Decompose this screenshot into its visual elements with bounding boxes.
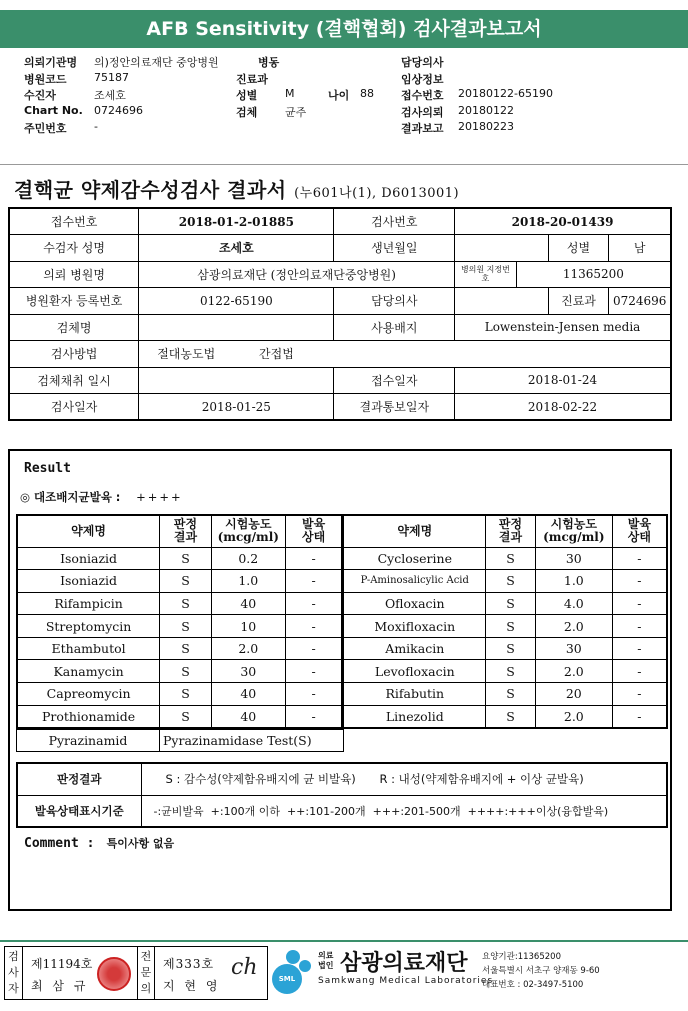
col-growth [285, 515, 343, 547]
legend-judgement-r: R : 내성(약제함유배지에 + 이상 균발육) [379, 772, 584, 787]
col-conc-1: 시험농도 [550, 517, 597, 532]
growth-status: - [285, 570, 343, 593]
drug-name: Prothionamide [17, 705, 160, 728]
drug-name: Levofloxacin [343, 660, 486, 683]
summary-table [8, 207, 672, 421]
summary-label: 검사번호 [334, 208, 455, 235]
drug-table [16, 514, 668, 729]
judgement: S [160, 547, 212, 570]
summary-label: 검사방법 [9, 341, 139, 368]
examiner-vertical-label: 검사자 [5, 947, 23, 999]
report-title-text: 결핵균 약제감수성검사 결과서 [14, 178, 287, 202]
sml-logo-text: SML [272, 964, 302, 994]
legend-judgement-label: 판정결과 [17, 763, 141, 795]
summary-method-2: 간접법 [259, 347, 294, 362]
drug-row [17, 592, 667, 615]
receipt-no-value: 20180122-65190 [458, 87, 553, 100]
concentration: 1.0 [535, 570, 612, 593]
summary-label: 사용배지 [334, 314, 455, 341]
drug-row [17, 547, 667, 570]
concentration: 40 [211, 683, 285, 706]
name-label: 수진자 [24, 89, 56, 102]
org-contact [482, 950, 600, 992]
summary-label: 수검자 성명 [9, 235, 139, 262]
drug-name: Amikacin [343, 637, 486, 660]
summary-label: 성별 [548, 235, 609, 262]
summary-label: 병원환자 등록번호 [9, 288, 139, 315]
judgement: S [486, 547, 536, 570]
summary-label: 진료과 [548, 288, 609, 315]
drug-name: Rifampicin [17, 592, 160, 615]
col-drug: 약제명 [17, 515, 160, 547]
concentration: 20 [535, 683, 612, 706]
judgement: S [160, 705, 212, 728]
examiner-license: 제11194호 [31, 957, 93, 971]
summary-label: 접수번호 [9, 208, 139, 235]
hospital-value: 의)정안의료재단 중앙병원 [94, 56, 219, 69]
summary-patient-name: 조세호 [139, 235, 334, 262]
chart-no-value: 0724696 [94, 103, 143, 117]
drug-row [17, 683, 667, 706]
org-english: Samkwang Medical Laboratories [318, 976, 494, 986]
summary-label: 검체채취 일시 [9, 367, 139, 394]
org-phone: 대표번호 : 02-3497-5100 [482, 980, 584, 990]
judgement: S [486, 683, 536, 706]
request-date-label: 검사의뢰 [401, 105, 444, 119]
official-seal [97, 957, 131, 991]
growth-status: - [612, 592, 667, 615]
drug-row [17, 660, 667, 683]
patient-info [24, 54, 684, 137]
summary-patient-reg: 0122-65190 [139, 288, 334, 315]
summary-label: 검체명 [9, 314, 139, 341]
growth-status: - [285, 615, 343, 638]
comment [24, 835, 174, 851]
control-growth [20, 489, 183, 505]
growth-status: - [285, 592, 343, 615]
summary-label: 검사일자 [9, 394, 139, 421]
concentration: 2.0 [535, 705, 612, 728]
legend-table [16, 762, 668, 828]
growth-status: - [285, 705, 343, 728]
concentration: 2.0 [535, 615, 612, 638]
resident-no-label: 주민번호 [24, 122, 67, 135]
institution-code: 요양기관:11365200 [482, 952, 561, 962]
col-growth [612, 515, 667, 547]
concentration: 4.0 [535, 592, 612, 615]
org-name: 삼광의료재단 [340, 951, 468, 976]
summary-notified: 2018-02-22 [455, 394, 671, 421]
specialist-license: 제333호 [163, 957, 215, 971]
pyrazinamide-row [16, 729, 344, 752]
summary-dob [455, 235, 549, 262]
judgement: S [160, 660, 212, 683]
col-conc-2: (mcg/ml) [543, 530, 605, 545]
concentration: 40 [211, 592, 285, 615]
col-conc-1: 시험농도 [225, 517, 272, 532]
drug-name: Ethambutol [17, 637, 160, 660]
age-label: 나이 [328, 89, 350, 102]
drug-name: Rifabutin [343, 683, 486, 706]
concentration: 30 [535, 547, 612, 570]
drug-name: Streptomycin [17, 615, 160, 638]
org-logo-block [272, 946, 682, 1000]
drug-name: Capreomycin [17, 683, 160, 706]
ward-label: 병동 [258, 56, 280, 69]
growth-status: - [285, 660, 343, 683]
growth-status: - [285, 683, 343, 706]
name-value: 조세호 [94, 89, 126, 102]
summary-test-no: 2018-20-01439 [455, 208, 671, 235]
resident-no-value: - [94, 120, 98, 133]
report-subtitle: (누601나(1), D6013001) [294, 186, 460, 201]
drug-name: Linezolid [343, 705, 486, 728]
col-growth-1: 발육 [627, 517, 651, 532]
pyrazinamide-drug: Pyrazinamid [17, 730, 160, 752]
growth-status: - [612, 615, 667, 638]
judgement: S [160, 615, 212, 638]
growth-status: - [612, 705, 667, 728]
judgement: S [486, 570, 536, 593]
drug-row [17, 570, 667, 593]
concentration: 0.2 [211, 547, 285, 570]
report-date-value: 20180223 [458, 120, 514, 133]
specimen-value: 균주 [285, 105, 307, 119]
summary-received: 2018-01-24 [455, 367, 671, 394]
hospital-label: 의뢰기관명 [24, 56, 78, 69]
col-judgement-1: 판정 [498, 517, 523, 532]
drug-name: Kanamycin [17, 660, 160, 683]
specialist-name: 지 현 영 [163, 979, 221, 993]
clinical-info-label: 임상정보 [401, 72, 444, 86]
col-judgement-2: 결과 [498, 530, 523, 545]
report-title [14, 174, 459, 203]
summary-label: 병의원 지정번호 [455, 261, 517, 288]
growth-status: - [612, 547, 667, 570]
growth-status: - [285, 637, 343, 660]
col-growth-2: 상태 [301, 530, 326, 545]
sml-logo-icon [272, 950, 314, 996]
col-growth-2: 상태 [627, 530, 651, 545]
growth-status: - [612, 570, 667, 593]
footer-divider [0, 940, 688, 942]
sex-value: M [285, 87, 295, 100]
concentration: 1.0 [211, 570, 285, 593]
drug-name: Isoniazid [17, 547, 160, 570]
col-drug: 약제명 [343, 515, 486, 547]
judgement: S [160, 683, 212, 706]
growth-status: - [612, 637, 667, 660]
growth-status: - [612, 660, 667, 683]
receipt-no-label: 접수번호 [401, 89, 444, 102]
summary-tested: 2018-01-25 [139, 394, 334, 421]
result-section [8, 449, 672, 911]
drug-name: Ofloxacin [343, 592, 486, 615]
drug-row [17, 637, 667, 660]
judgement: S [160, 592, 212, 615]
specialist-vertical-label: 전문의 [137, 947, 155, 999]
concentration: 40 [211, 705, 285, 728]
report-date-label: 결과보고 [401, 122, 444, 135]
summary-medium: Lowenstein-Jensen media [455, 314, 671, 341]
examiner-name: 최 삼 규 [31, 979, 89, 993]
summary-hospital: 삼광의료재단 (정안의료재단중앙병원) [139, 261, 455, 288]
drug-row [17, 615, 667, 638]
col-judgement [160, 515, 212, 547]
judgement: S [486, 637, 536, 660]
concentration: 30 [535, 637, 612, 660]
judgement: S [160, 570, 212, 593]
summary-label: 접수일자 [334, 367, 455, 394]
signature-block [4, 946, 268, 1000]
pyrazinamide-test: Pyrazinamidase Test(S) [160, 730, 344, 752]
age-value: 88 [360, 87, 374, 100]
department-label: 진료과 [236, 72, 268, 86]
legend-judgement-s: S : 감수성(약제함유배지에 균 비발육) [165, 772, 356, 787]
growth-status: - [612, 683, 667, 706]
col-judgement [486, 515, 536, 547]
result-title: Result [24, 461, 71, 476]
request-date-value: 20180122 [458, 103, 514, 117]
judgement: S [486, 705, 536, 728]
summary-dept: 0724696 [609, 288, 671, 315]
drug-name: Moxifloxacin [343, 615, 486, 638]
judgement: S [486, 592, 536, 615]
summary-label: 의뢰 병원명 [9, 261, 139, 288]
summary-label: 생년월일 [334, 235, 455, 262]
concentration: 30 [211, 660, 285, 683]
col-concentration [535, 515, 612, 547]
drug-row [17, 705, 667, 728]
sex-label: 성별 [236, 89, 258, 102]
legend-growth-label: 발육상태표시기준 [17, 795, 141, 827]
report-header-title: AFB Sensitivity (결핵협회) 검사결과보고서 [0, 10, 688, 48]
summary-method-1: 절대농도법 [157, 347, 216, 362]
summary-receipt-no: 2018-01-2-01885 [139, 208, 334, 235]
judgement: S [486, 615, 536, 638]
concentration: 2.0 [211, 637, 285, 660]
concentration: 2.0 [535, 660, 612, 683]
judgement: S [160, 637, 212, 660]
hospital-code-label: 병원코드 [24, 72, 67, 86]
legend-growth: -:균비발육 +:100개 이하 ++:101-200개 +++:201-500개 ++++:+++이상(융합발육) [141, 795, 667, 827]
summary-method [139, 341, 671, 368]
summary-sex: 남 [609, 235, 671, 262]
summary-specimen [139, 314, 334, 341]
specimen-label: 검체 [236, 105, 258, 119]
summary-label: 결과통보일자 [334, 394, 455, 421]
org-address: 서울특별시 서초구 양재동 9-60 [482, 966, 600, 976]
col-judgement-2: 결과 [173, 530, 198, 545]
col-concentration [211, 515, 285, 547]
specialist-signature: ch [231, 955, 258, 980]
concentration: 10 [211, 615, 285, 638]
summary-label: 담당의사 [334, 288, 455, 315]
drug-name: Cycloserine [343, 547, 486, 570]
doctor-label: 담당의사 [401, 56, 444, 69]
col-conc-2: (mcg/ml) [217, 530, 279, 545]
comment-value: 특이사항 없음 [106, 837, 175, 850]
judgement: S [486, 660, 536, 683]
divider [0, 164, 688, 165]
summary-hospital-code: 11365200 [516, 261, 671, 288]
legend-judgement [141, 763, 667, 795]
control-label: ◎ 대조배지균발육 : [20, 490, 121, 504]
col-judgement-1: 판정 [173, 517, 198, 532]
drug-name: P-Aminosalicylic Acid [343, 570, 486, 593]
hospital-code-value: 75187 [94, 70, 129, 84]
chart-no-label: Chart No. [24, 103, 83, 117]
col-growth-1: 발육 [301, 517, 326, 532]
summary-collected [139, 367, 334, 394]
summary-doctor [455, 288, 549, 315]
control-value: ++++ [136, 490, 183, 504]
comment-label: Comment : [24, 836, 95, 851]
org-corp: 의료법인 [318, 951, 334, 970]
growth-status: - [285, 547, 343, 570]
drug-name: Isoniazid [17, 570, 160, 593]
